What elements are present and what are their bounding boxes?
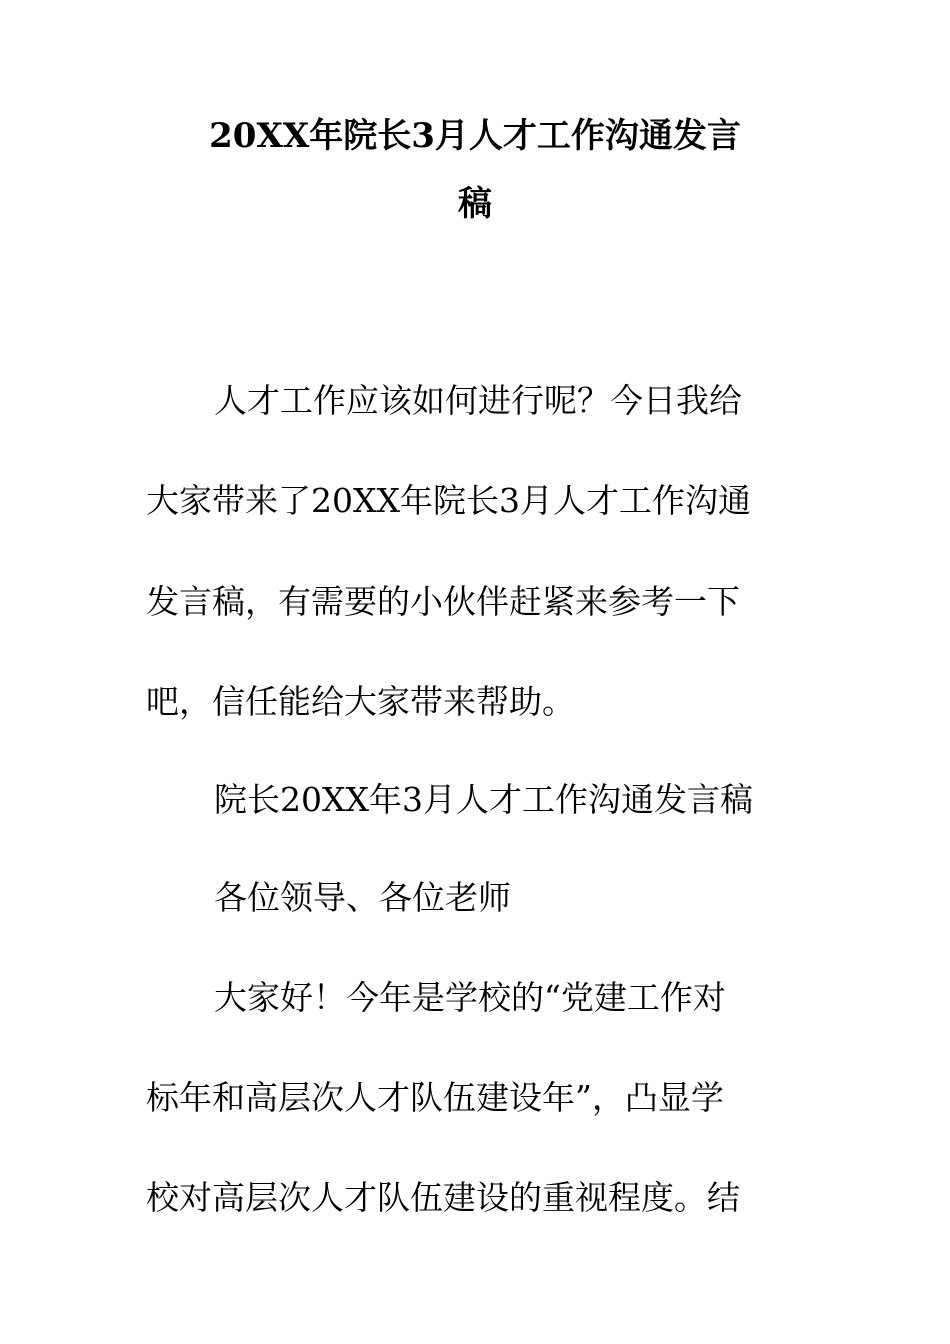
body-line-9: 校对高层次人才队伍建设的重视程度。结 [146, 1178, 740, 1217]
body-line-4: 吧，信任能给大家带来帮助。 [146, 682, 575, 721]
title-line-2: 稿 [458, 184, 492, 224]
body-line-2: 大家带来了20XX年院长3月人才工作沟通 [146, 481, 751, 520]
body-line-6: 各位领导、各位老师 [214, 878, 511, 917]
document-title [0, 118, 950, 222]
body-line-5: 院长20XX年3月人才工作沟通发言稿 [214, 780, 753, 819]
body-line-3: 发言稿，有需要的小伙伴赶紧来参考一下 [146, 582, 740, 621]
title-line-1: 20XX年院长3月人才工作沟通发言 [209, 116, 741, 156]
body-line-8: 标年和高层次人才队伍建设年”，凸显学 [146, 1078, 724, 1117]
body-line-1: 人才工作应该如何进行呢？今日我给 [214, 381, 742, 420]
body-line-7: 大家好！今年是学校的“党建工作对 [214, 978, 726, 1017]
